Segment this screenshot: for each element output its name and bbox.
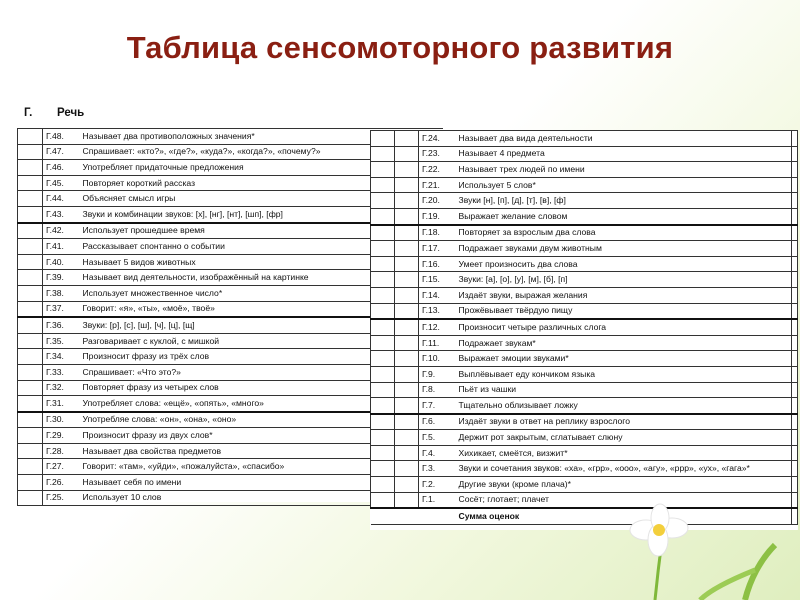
- score-checkbox-cell[interactable]: [395, 146, 419, 162]
- item-code: Г.31.: [43, 396, 79, 412]
- score-checkbox-cell[interactable]: [395, 287, 419, 303]
- score-checkbox-cell[interactable]: [18, 254, 43, 270]
- item-code: Г.37.: [43, 301, 79, 317]
- item-description: Выплёвывает еду кончиком языка: [455, 366, 792, 382]
- section-code: Г.: [24, 107, 33, 119]
- score-checkbox-cell[interactable]: [792, 414, 798, 430]
- item-description: Спрашивает: «Что это?»: [79, 364, 444, 380]
- score-checkbox-cell[interactable]: [18, 443, 43, 459]
- table-row: [371, 414, 798, 430]
- item-description: Рассказывает спонтанно о событии: [79, 239, 444, 255]
- score-checkbox-cell[interactable]: [792, 162, 798, 178]
- score-checkbox-cell[interactable]: [18, 396, 43, 412]
- item-code: Г.46.: [43, 160, 79, 176]
- score-checkbox-cell[interactable]: [792, 131, 798, 147]
- score-checkbox-cell[interactable]: [395, 208, 419, 224]
- score-checkbox-cell[interactable]: [371, 146, 395, 162]
- table-row: [371, 351, 798, 367]
- item-description: Разговаривает с куклой, с мишкой: [79, 333, 444, 349]
- table-row: [371, 177, 798, 193]
- item-code: Г.34.: [43, 349, 79, 365]
- item-code: Г.17.: [419, 241, 455, 257]
- item-description: Называет 5 видов животных: [79, 254, 444, 270]
- score-checkbox-cell[interactable]: [18, 270, 43, 286]
- item-description: Выражает желание словом: [455, 208, 792, 224]
- item-code: Г.23.: [419, 146, 455, 162]
- score-checkbox-cell[interactable]: [371, 445, 395, 461]
- item-description: Держит рот закрытым, сглатывает слюну: [455, 430, 792, 446]
- item-description: Использует прошедшее время: [79, 223, 444, 239]
- score-checkbox-cell[interactable]: [395, 382, 419, 398]
- item-code: Г.24.: [419, 131, 455, 147]
- item-description: Тщательно облизывает ложку: [455, 398, 792, 414]
- flower-decoration: [580, 500, 800, 600]
- item-description: Повторяет короткий рассказ: [79, 175, 444, 191]
- item-code: Г.43.: [43, 206, 79, 222]
- item-code: Г.33.: [43, 364, 79, 380]
- score-checkbox-cell[interactable]: [18, 223, 43, 239]
- score-checkbox-cell[interactable]: [371, 461, 395, 477]
- score-checkbox-cell[interactable]: [792, 225, 798, 241]
- table-row: [371, 445, 798, 461]
- item-description: Звуки: [а], [о], [у], [м], [б], [п]: [455, 272, 792, 288]
- item-description: Называет два вида деятельности: [455, 131, 792, 147]
- item-code: Г.15.: [419, 272, 455, 288]
- item-code: Г.1.: [419, 492, 455, 508]
- score-checkbox-cell[interactable]: [792, 256, 798, 272]
- table-row: [371, 287, 798, 303]
- score-checkbox-cell[interactable]: [395, 430, 419, 446]
- item-code: Г.32.: [43, 380, 79, 396]
- item-description: Хихикает, смеётся, визжит*: [455, 445, 792, 461]
- score-checkbox-cell[interactable]: [395, 398, 419, 414]
- item-description: Звуки и сочетания звуков: «ха», «грр», «ооо», «агу», «ррр», «ух», «гага»*: [455, 461, 792, 477]
- score-checkbox-cell[interactable]: [371, 414, 395, 430]
- item-code: Г.7.: [419, 398, 455, 414]
- table-row: [371, 398, 798, 414]
- score-checkbox-cell[interactable]: [18, 490, 43, 506]
- item-description: Говорит: «там», «уйди», «пожалуйста», «спасибо»: [79, 459, 444, 475]
- item-code: Г.26.: [43, 475, 79, 491]
- score-checkbox-cell[interactable]: [18, 317, 43, 333]
- item-description: Произносит фразу из трёх слов: [79, 349, 444, 365]
- table-row: [371, 382, 798, 398]
- table-row: [371, 303, 798, 319]
- table-row: [371, 131, 798, 147]
- score-checkbox-cell[interactable]: [395, 241, 419, 257]
- table-row: [371, 430, 798, 446]
- score-checkbox-cell[interactable]: [18, 333, 43, 349]
- score-checkbox-cell[interactable]: [18, 239, 43, 255]
- item-code: Г.11.: [419, 335, 455, 351]
- table-row: [371, 366, 798, 382]
- item-code: Г.12.: [419, 319, 455, 335]
- item-description: Говорит: «я», «ты», «моё», твоё»: [79, 301, 444, 317]
- score-checkbox-cell[interactable]: [371, 162, 395, 178]
- table-row: [371, 335, 798, 351]
- item-description: Прожёвывает твёрдую пищу: [455, 303, 792, 319]
- item-code: Г.44.: [43, 191, 79, 207]
- item-description: Повторяет за взрослым два слова: [455, 225, 792, 241]
- item-description: Сосёт; глотает; плачет: [455, 492, 792, 508]
- score-checkbox-cell[interactable]: [18, 160, 43, 176]
- score-checkbox-cell[interactable]: [371, 335, 395, 351]
- item-code: Г.35.: [43, 333, 79, 349]
- score-checkbox-cell[interactable]: [792, 146, 798, 162]
- score-checkbox-cell[interactable]: [371, 430, 395, 446]
- score-checkbox-cell[interactable]: [371, 177, 395, 193]
- score-checkbox-cell[interactable]: [395, 414, 419, 430]
- table-row: [371, 461, 798, 477]
- score-checkbox-cell[interactable]: [395, 319, 419, 335]
- score-checkbox-cell[interactable]: [371, 272, 395, 288]
- item-code: Г.8.: [419, 382, 455, 398]
- score-checkbox-cell[interactable]: [792, 335, 798, 351]
- score-checkbox-cell[interactable]: [395, 303, 419, 319]
- score-checkbox-cell[interactable]: [792, 272, 798, 288]
- score-checkbox-cell[interactable]: [792, 351, 798, 367]
- score-checkbox-cell[interactable]: [792, 319, 798, 335]
- score-checkbox-cell[interactable]: [371, 351, 395, 367]
- item-code: Г.36.: [43, 317, 79, 333]
- item-description: Употребляет придаточные предложения: [79, 160, 444, 176]
- section-title: Речь: [57, 107, 85, 119]
- table-row: [371, 272, 798, 288]
- score-checkbox-cell[interactable]: [371, 382, 395, 398]
- item-code: Г.40.: [43, 254, 79, 270]
- item-description: Издаёт звуки в ответ на реплику взрослого: [455, 414, 792, 430]
- item-code: Г.29.: [43, 428, 79, 444]
- item-code: Г.28.: [43, 443, 79, 459]
- score-checkbox-cell[interactable]: [18, 428, 43, 444]
- score-checkbox-cell[interactable]: [18, 475, 43, 491]
- score-checkbox-cell[interactable]: [18, 206, 43, 222]
- item-code: Г.22.: [419, 162, 455, 178]
- score-checkbox-cell[interactable]: [18, 412, 43, 428]
- score-checkbox-cell[interactable]: [371, 225, 395, 241]
- item-description: Называет 4 предмета: [455, 146, 792, 162]
- score-checkbox-cell[interactable]: [395, 335, 419, 351]
- item-description: Использует 10 слов: [79, 490, 444, 506]
- item-code: Г.39.: [43, 270, 79, 286]
- score-checkbox-cell[interactable]: [792, 398, 798, 414]
- score-checkbox-cell[interactable]: [18, 175, 43, 191]
- table-row: [371, 319, 798, 335]
- score-checkbox-cell[interactable]: [395, 256, 419, 272]
- item-code: Г.2.: [419, 477, 455, 493]
- score-checkbox-cell[interactable]: [395, 492, 419, 508]
- item-code: Г.25.: [43, 490, 79, 506]
- table-row: [371, 162, 798, 178]
- item-description: Использует 5 слов*: [455, 177, 792, 193]
- item-description: Произносит фразу из двух слов*: [79, 428, 444, 444]
- table-row: [371, 146, 798, 162]
- item-code: Г.42.: [43, 223, 79, 239]
- item-description: Употребляе слова: «он», «она», «оно»: [79, 412, 444, 428]
- score-checkbox-cell[interactable]: [371, 193, 395, 209]
- item-code: Г.10.: [419, 351, 455, 367]
- item-description: Называет два свойства предметов: [79, 443, 444, 459]
- item-description: Повторяет фразу из четырех слов: [79, 380, 444, 396]
- score-checkbox-cell[interactable]: [371, 477, 395, 493]
- score-checkbox-cell[interactable]: [792, 287, 798, 303]
- score-checkbox-cell[interactable]: [395, 477, 419, 493]
- score-checkbox-cell[interactable]: [395, 177, 419, 193]
- item-description: Называет себя по имени: [79, 475, 444, 491]
- item-description: Объясняет смысл игры: [79, 191, 444, 207]
- table-row: [371, 241, 798, 257]
- score-checkbox-cell[interactable]: [395, 351, 419, 367]
- item-code: Г.14.: [419, 287, 455, 303]
- item-code: Г.9.: [419, 366, 455, 382]
- score-checkbox-cell[interactable]: [395, 193, 419, 209]
- item-description: Подражает звукам*: [455, 335, 792, 351]
- item-description: Умеет произносить два слова: [455, 256, 792, 272]
- item-code: Г.16.: [419, 256, 455, 272]
- item-code: Г.38.: [43, 285, 79, 301]
- table-row: [371, 225, 798, 241]
- item-code: Г.21.: [419, 177, 455, 193]
- score-checkbox-cell[interactable]: [18, 364, 43, 380]
- score-checkbox-cell[interactable]: [18, 301, 43, 317]
- score-checkbox-cell[interactable]: [792, 303, 798, 319]
- item-description: Называет два противоположных значения*: [79, 129, 444, 145]
- item-code: Г.30.: [43, 412, 79, 428]
- score-checkbox-cell[interactable]: [371, 208, 395, 224]
- table-row: [371, 208, 798, 224]
- item-description: Спрашивает: «кто?», «где?», «куда?», «когда?», «почему?»: [79, 144, 444, 160]
- item-code: Г.41.: [43, 239, 79, 255]
- score-checkbox-cell[interactable]: [371, 319, 395, 335]
- score-checkbox-cell[interactable]: [792, 477, 798, 493]
- item-description: Использует множественное число*: [79, 285, 444, 301]
- item-code: Г.47.: [43, 144, 79, 160]
- item-code: Г.5.: [419, 430, 455, 446]
- score-checkbox-cell[interactable]: [371, 131, 395, 147]
- slide-title: Таблица сенсомоторного развития: [126, 30, 674, 65]
- score-checkbox-cell[interactable]: [18, 349, 43, 365]
- item-description: Выражает эмоции звуками*: [455, 351, 792, 367]
- item-description: Употребляет слова: «ещё», «опять», «много»: [79, 396, 444, 412]
- score-checkbox-cell[interactable]: [395, 461, 419, 477]
- score-checkbox-cell[interactable]: [395, 366, 419, 382]
- item-description: Другие звуки (кроме плача)*: [455, 477, 792, 493]
- score-checkbox-cell[interactable]: [18, 191, 43, 207]
- score-checkbox-cell[interactable]: [792, 177, 798, 193]
- sum-blank-cell: [371, 508, 455, 524]
- item-code: Г.19.: [419, 208, 455, 224]
- right-speech-table: [370, 130, 798, 530]
- table-header: [17, 102, 443, 128]
- item-description: Называет вид деятельности, изображённый на картинке: [79, 270, 444, 286]
- score-checkbox-cell[interactable]: [371, 241, 395, 257]
- score-checkbox-cell[interactable]: [792, 193, 798, 209]
- score-checkbox-cell[interactable]: [395, 162, 419, 178]
- score-checkbox-cell[interactable]: [792, 382, 798, 398]
- score-checkbox-cell[interactable]: [371, 492, 395, 508]
- score-checkbox-cell[interactable]: [792, 445, 798, 461]
- item-description: Издаёт звуки, выражая желания: [455, 287, 792, 303]
- item-code: Г.3.: [419, 461, 455, 477]
- table-row: [371, 477, 798, 493]
- table-row: [371, 193, 798, 209]
- score-checkbox-cell[interactable]: [18, 459, 43, 475]
- score-checkbox-cell[interactable]: [792, 241, 798, 257]
- item-description: Подражает звуками двум животным: [455, 241, 792, 257]
- sum-label: Сумма оценок: [455, 508, 792, 524]
- score-checkbox-cell[interactable]: [18, 144, 43, 160]
- score-checkbox-cell[interactable]: [395, 445, 419, 461]
- score-checkbox-cell[interactable]: [371, 398, 395, 414]
- item-description: Звуки [н], [п], [д], [т], [в], [ф]: [455, 193, 792, 209]
- score-checkbox-cell[interactable]: [371, 366, 395, 382]
- table-row: [371, 256, 798, 272]
- item-code: Г.13.: [419, 303, 455, 319]
- item-code: Г.20.: [419, 193, 455, 209]
- score-checkbox-cell[interactable]: [792, 430, 798, 446]
- score-checkbox-cell[interactable]: [18, 380, 43, 396]
- score-checkbox-cell[interactable]: [371, 256, 395, 272]
- item-code: Г.4.: [419, 445, 455, 461]
- score-checkbox-cell[interactable]: [371, 303, 395, 319]
- item-code: Г.45.: [43, 175, 79, 191]
- score-checkbox-cell[interactable]: [792, 208, 798, 224]
- item-code: Г.48.: [43, 129, 79, 145]
- score-checkbox-cell[interactable]: [18, 129, 43, 145]
- score-checkbox-cell[interactable]: [395, 272, 419, 288]
- item-description: Звуки: [р], [с], [ш], [ч], [ц], [щ]: [79, 317, 444, 333]
- item-code: Г.27.: [43, 459, 79, 475]
- score-checkbox-cell[interactable]: [395, 131, 419, 147]
- score-checkbox-cell[interactable]: [792, 461, 798, 477]
- score-checkbox-cell[interactable]: [395, 225, 419, 241]
- score-checkbox-cell[interactable]: [792, 366, 798, 382]
- score-checkbox-cell[interactable]: [18, 285, 43, 301]
- item-description: Пьёт из чашки: [455, 382, 792, 398]
- item-code: Г.6.: [419, 414, 455, 430]
- score-checkbox-cell[interactable]: [371, 287, 395, 303]
- item-description: Называет трех людей по имени: [455, 162, 792, 178]
- item-description: Звуки и комбинации звуков: [х], [нг], [нт], [шп], [фр]: [79, 206, 444, 222]
- item-code: Г.18.: [419, 225, 455, 241]
- item-description: Произносит четыре различных слога: [455, 319, 792, 335]
